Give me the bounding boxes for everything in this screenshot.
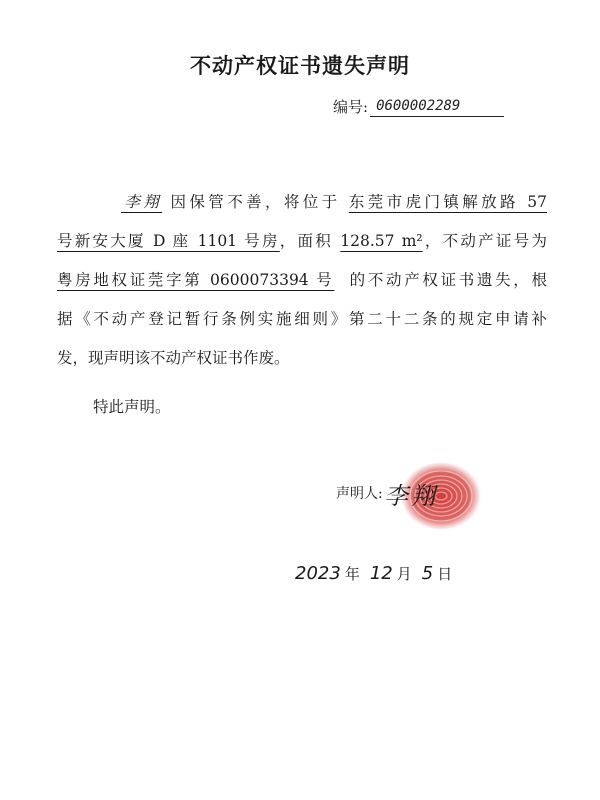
serial-number — [333, 96, 504, 117]
certificate-label: ，不动产证号为 — [422, 232, 547, 250]
document-title: 不动产权证书遗失声明 — [190, 54, 410, 78]
body-line-2 — [57, 222, 547, 261]
property-address-2: 号新安大厦 D 座 1101 号房 — [57, 232, 280, 250]
certificate-number: 粤房地权证莞字第 0600073394 号 — [57, 271, 335, 289]
closing-text: 特此声明。 — [93, 398, 171, 416]
area-label: ，面积 — [279, 232, 334, 250]
body-line-3 — [57, 261, 547, 300]
body-line-1 — [57, 183, 547, 222]
serial-label: 编号: — [333, 98, 369, 116]
body-text-1: 因保管不善，将位于 — [170, 193, 341, 211]
body-text-3: 的不动产权证书遗失，根 — [349, 271, 547, 289]
signature-block — [336, 468, 496, 528]
declarant-name: 李翔 — [121, 193, 163, 211]
serial-value: 0600002289 — [370, 96, 504, 117]
date-year: 2023 — [295, 563, 341, 584]
date-day-unit: 日 — [437, 565, 453, 583]
body-line-4: 据《不动产登记暂行条例实施细则》第二十二条的规定申请补 — [57, 310, 547, 328]
declaration-date — [295, 563, 458, 584]
date-month-unit: 月 — [396, 565, 412, 583]
date-year-unit: 年 — [344, 565, 360, 583]
signature-label: 声明人: — [336, 486, 383, 502]
date-day: 5 — [421, 563, 434, 584]
signature-name: 李翔 — [384, 482, 438, 510]
body-line-5: 发，现声明该不动产权证书作废。 — [57, 349, 290, 367]
declaration-body — [57, 183, 547, 378]
date-month: 12 — [369, 563, 393, 584]
area-value: 128.57 m² — [340, 232, 423, 250]
property-address-1: 东莞市虎门镇解放路 57 — [348, 193, 547, 211]
